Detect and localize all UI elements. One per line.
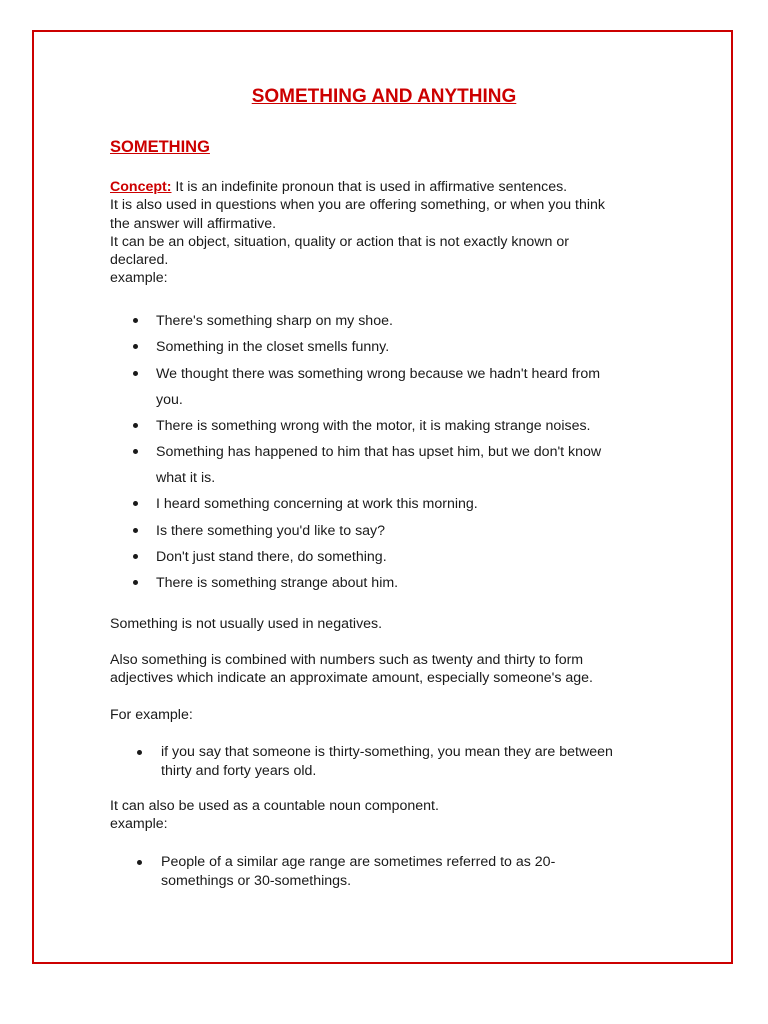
numbers-note-line: Also something is combined with numbers such as twenty and thirty to form: [110, 652, 584, 668]
list-item-text: We thought there was something wrong because we hadn't heard from: [156, 365, 601, 382]
example-label: example:: [110, 816, 168, 833]
document-title: SOMETHING AND ANYTHING: [251, 86, 517, 107]
concept-line: It is also used in questions when you are offering something, or when you think: [110, 197, 606, 214]
bullet-icon: [133, 371, 138, 376]
list-item-text-cont: what it is.: [156, 470, 216, 487]
countable-example-list: [0, 853, 555, 891]
numbers-note-line: adjectives which indicate an approximate amount, especially someone's age.: [110, 670, 593, 687]
bullet-icon: [133, 554, 138, 559]
list-item-text-cont: you.: [156, 391, 183, 408]
list-item-text: There is something wrong with the motor, it is making strange noises.: [156, 417, 591, 434]
list-item: [0, 334, 601, 360]
list-item: [0, 361, 601, 413]
bullet-icon: [133, 344, 138, 349]
bullet-icon: [133, 423, 138, 428]
example-label: example:: [110, 270, 168, 287]
list-item-text: if you say that someone is thirty-something, you mean they are between: [161, 744, 613, 760]
concept-line: It is an indefinite pronoun that is used in affirmative sentences.: [171, 179, 568, 195]
bullet-icon: [137, 860, 142, 865]
list-item: [0, 743, 613, 781]
bullet-icon: [133, 580, 138, 585]
concept-line: declared.: [110, 252, 169, 269]
list-item-text: People of a similar age range are sometimes referred to as 20-: [161, 854, 556, 870]
list-item-text: I heard something concerning at work this morning.: [156, 496, 478, 513]
list-item: [0, 518, 601, 544]
list-item: [0, 413, 601, 439]
list-item-text: Something in the closet smells funny.: [156, 339, 390, 356]
list-item-text: There's something sharp on my shoe.: [156, 313, 393, 329]
bullet-icon: [133, 501, 138, 506]
list-item: [0, 308, 601, 334]
bullet-icon: [133, 528, 138, 533]
list-item: [0, 439, 601, 491]
concept-line: the answer will affirmative.: [110, 215, 277, 232]
list-item-text: There is something strange about him.: [156, 575, 399, 592]
list-item-text: Something has happened to him that has upset him, but we don't know: [156, 444, 602, 461]
concept-line: It can be an object, situation, quality or action that is not exactly known or: [110, 233, 569, 250]
concept-paragraph: [110, 178, 605, 288]
list-item-text: Don't just stand there, do something.: [156, 549, 387, 566]
list-item: [0, 491, 601, 517]
concept-label: Concept:: [110, 179, 172, 195]
list-item: [0, 544, 601, 570]
list-item-text-cont: somethings or 30-somethings.: [161, 873, 352, 889]
examples-list: [0, 308, 601, 597]
list-item-text: Is there something you'd like to say?: [156, 522, 386, 539]
numbers-note: [110, 651, 593, 688]
for-example-label: For example:: [110, 707, 193, 723]
section-heading-something: SOMETHING: [110, 138, 210, 156]
bullet-icon: [137, 750, 142, 755]
bullet-icon: [133, 449, 138, 454]
countable-note: [110, 797, 439, 834]
negatives-note: Something is not usually used in negatives.: [110, 616, 383, 632]
age-example-list: [0, 743, 613, 781]
countable-note-line: It can also be used as a countable noun component.: [110, 798, 439, 814]
list-item: [0, 853, 555, 891]
bullet-icon: [133, 318, 138, 323]
list-item-text-cont: thirty and forty years old.: [161, 763, 317, 779]
list-item: [0, 570, 601, 596]
